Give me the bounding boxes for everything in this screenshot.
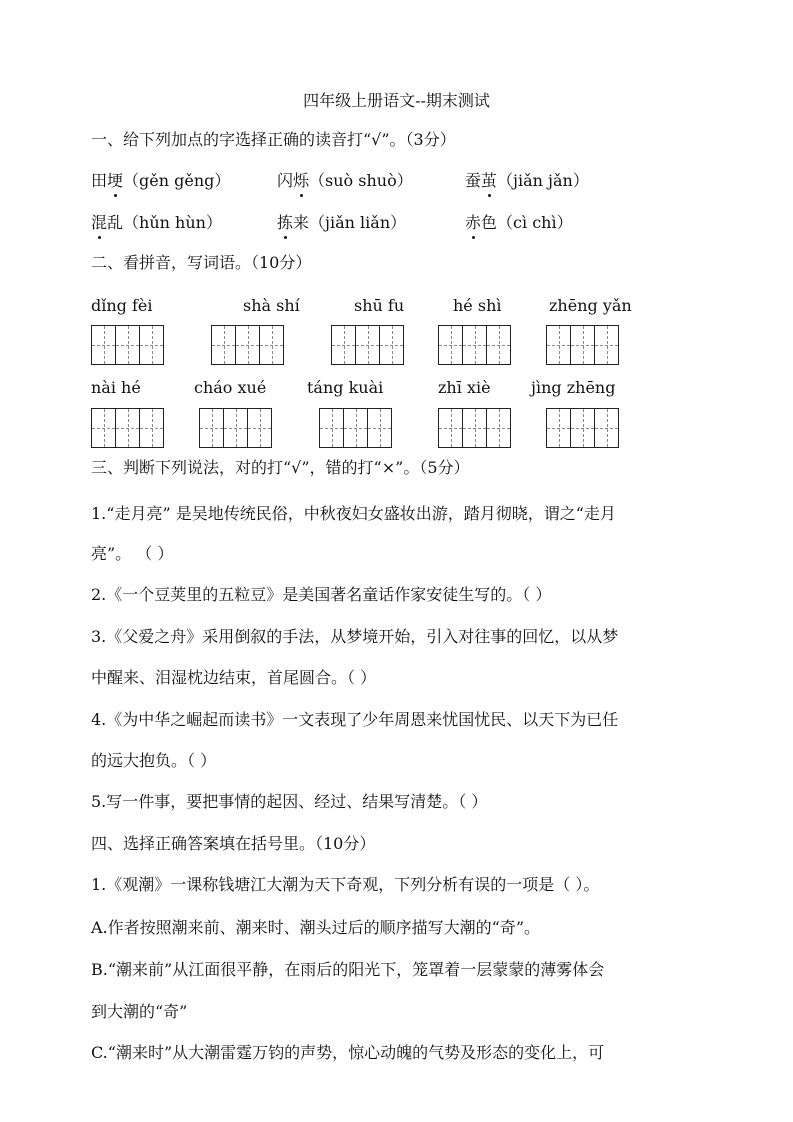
writing-grid[interactable] xyxy=(211,325,284,365)
question-text: 4.《为中华之崛起而读书》一文表现了少年周恩来忧国忧民、以天下为已任 xyxy=(91,710,619,729)
dotted-char: 赤 xyxy=(465,210,481,233)
question-text: 2.《一个豆荚里的五粒豆》是美国著名童话作家安徒生写的。（ ） xyxy=(91,585,552,604)
pinyin-label: jìng zhēng xyxy=(531,378,616,397)
pinyin-label: hé shì xyxy=(453,296,502,315)
dotted-char: 茧 xyxy=(481,168,497,191)
option-b: 到大潮的“奇” xyxy=(91,1002,188,1021)
pinyin-label: shū fu xyxy=(354,296,405,315)
question-text: 的远大抱负。（ ） xyxy=(91,751,217,770)
dotted-char: 烁 xyxy=(293,168,309,191)
writing-grid[interactable] xyxy=(331,325,404,365)
writing-grid[interactable] xyxy=(91,325,164,365)
section-4-heading: 四、选择正确答案填在括号里。（10分） xyxy=(91,834,376,853)
pinyin-label: dǐng fèi xyxy=(91,296,153,315)
option-a: A.作者按照潮来前、潮来时、潮头过后的顺序描写大潮的“奇”。 xyxy=(91,918,541,937)
pinyin-label: zhēng yǎn xyxy=(549,296,632,315)
dotted-char: 混 xyxy=(91,210,107,233)
pinyin-label: zhī xiè xyxy=(438,378,491,397)
dotted-char: 埂 xyxy=(107,168,123,191)
pinyin-choice-item: 拣来（jiǎn liǎn） xyxy=(277,210,406,233)
pinyin-label: táng kuài xyxy=(307,378,384,397)
pinyin-choice-item: 田埂（gěn gěng） xyxy=(91,168,230,191)
option-b: B.“潮来前”从江面很平静，在雨后的阳光下，笼罩着一层蒙蒙的薄雾体会 xyxy=(91,960,605,979)
pinyin-label: shà shí xyxy=(243,296,300,315)
writing-grid[interactable] xyxy=(546,325,619,365)
writing-grid[interactable] xyxy=(546,408,619,448)
question-text: 3.《父爱之舟》采用倒叙的手法，从梦境开始，引入对往事的回忆，以从梦 xyxy=(91,627,619,646)
pinyin-label: nài hé xyxy=(91,378,141,397)
dotted-char: 拣 xyxy=(277,210,293,233)
page-title: 四年级上册语文--期末测试 xyxy=(303,91,490,110)
pinyin-choice-item: 赤色（cì chì） xyxy=(465,210,573,233)
writing-grid[interactable] xyxy=(319,408,392,448)
section-2-heading: 二、看拼音，写词语。（10分） xyxy=(91,253,312,272)
question-text: 亮”。 （ ） xyxy=(91,544,174,563)
option-c: C.“潮来时”从大潮雷霆万钧的声势，惊心动魄的气势及形态的变化上，可 xyxy=(91,1043,605,1062)
pinyin-choice-item: 混乱（hǔn hùn） xyxy=(91,210,222,233)
question-text: 1.“走月亮” 是吴地传统民俗，中秋夜妇女盛妆出游，踏月彻晓，谓之“走月 xyxy=(91,504,616,523)
section-1-heading: 一、给下列加点的字选择正确的读音打“√”。（3分） xyxy=(91,130,456,149)
pinyin-choice-item: 闪烁（suò shuò） xyxy=(277,168,413,191)
writing-grid[interactable] xyxy=(199,408,272,448)
writing-grid[interactable] xyxy=(91,408,164,448)
question-text: 5.写一件事，要把事情的起因、经过、结果写清楚。（ ） xyxy=(91,792,488,811)
section-3-heading: 三、判断下列说法，对的打“√”，错的打“×”。（5分） xyxy=(91,458,470,477)
writing-grid[interactable] xyxy=(438,325,511,365)
question-text: 中醒来、泪湿枕边结束，首尾圆合。（ ） xyxy=(91,668,377,687)
question-text: 1.《观潮》一课称钱塘江大潮为天下奇观，下列分析有误的一项是（ ）。 xyxy=(91,875,600,894)
pinyin-choice-item: 蚕茧（jiǎn jǎn） xyxy=(465,168,589,191)
writing-grid[interactable] xyxy=(438,408,511,448)
pinyin-label: cháo xué xyxy=(194,378,267,397)
